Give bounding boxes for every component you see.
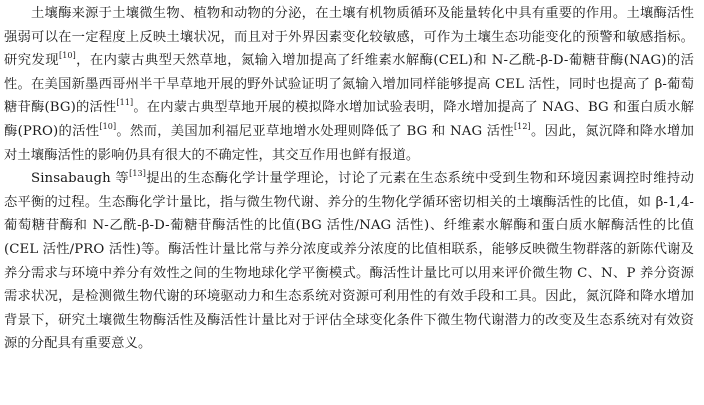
citation-ref[interactable]: [13] bbox=[129, 169, 146, 179]
text-segment: 。在内蒙古典型草地开展的模拟降水增加试验表明，降水增加提高了 NAG、BG 和蛋白质水解酶(PRO)的活性 bbox=[4, 100, 695, 139]
text-segment: 。因此，氮沉降和降水增加对土壤酶活性的影响仍具有很大的不确定性，其交互作用也鲜有报道。 bbox=[4, 123, 694, 163]
text-segment: Sinsabaugh 等 bbox=[31, 171, 130, 187]
paragraph-enzyme-stoichiometry bbox=[4, 167, 694, 356]
citation-ref[interactable]: [11] bbox=[116, 98, 134, 108]
text-segment: ，在内蒙古典型天然草地，氮输入增加提高了纤维素水解酶(CEL)和 N-乙酰-β-D-葡糖苷酶(NAG)的活性。在美国新墨西哥州半干旱草地开展的野外试验证明了氮输入增加同样能够提高 CEL 活性，同时也提高了 β-葡萄糖苷酶(BG)的活性 bbox=[4, 53, 694, 116]
text-segment: 提出的生态酶化学计量学理论，讨论了元素在生态系统中受到生物和环境因素调控时维持动态平衡的过程。生态酶化学计量比，指与微生物代谢、养分的生物化学循环密切相关的土壤酶活性的比值，如 β-1,4-葡萄糖苷酶和 N-乙酰-β-D-葡糖苷酶活性的比值(BG 活性/NAG 活性)、纤维素水解酶和蛋白质水解酶活性的比值(CEL 活性/PRO 活性)等。酶活性计量比常与养分浓度或养分浓度的比值相联系，能够反映微生物群落的新陈代谢及养分需求与环境中养分有效性之间的生物地球化学平衡模式。酶活性计量比可以用来评价微生物 C、N、P 养分资源需求状况，是检测微生物代谢的环境驱动力和生态系统对资源可利用性的有效手段和工具。因此，氮沉降和降水增加背景下，研究土壤微生物酶活性及酶活性计量比对于评估全球变化条件下微生物代谢潜力的改变及生态系统对有效资源的分配具有重要意义。 bbox=[4, 171, 694, 352]
text-segment: 土壤酶来源于土壤微生物、植物和动物的分泌，在土壤有机物质循环及能量转化中具有重要的作用。土壤酶活性强弱可以在一定程度上反映土壤状况，而且对于外界因素变化较敏感，可作为土壤生态功能变化的预警和敏感指标。研究发现 bbox=[4, 6, 694, 69]
paragraph-soil-enzyme-response bbox=[4, 2, 694, 167]
citation-ref[interactable]: [10] bbox=[99, 121, 117, 131]
citation-ref[interactable]: [10] bbox=[58, 51, 76, 61]
citation-ref[interactable]: [12] bbox=[513, 121, 531, 131]
text-segment: 。然而，美国加利福尼亚草地增水处理则降低了 BG 和 NAG 活性 bbox=[116, 123, 514, 139]
